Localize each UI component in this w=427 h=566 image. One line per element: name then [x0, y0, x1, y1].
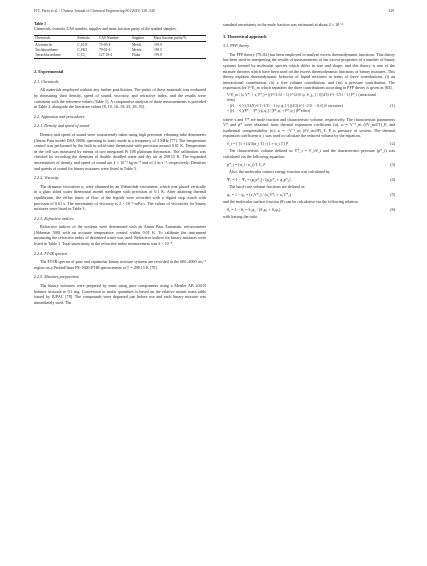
table-cell: C₂H₃N: [77, 42, 88, 47]
paragraph-viscosity: The dynamic viscosities η, were obtained by an Ubbelohde viscometer, which was placed vertically in a glass sided water thermostat model medingen with precision of 0.1 K. After attaining thermal equilibrium, the efflux times of flow of the liquids were recorded with a digital stop watch with precision of 0.01 s. The uncertainty of viscosity is 2 × 10⁻³ mPa·s. The values of viscosities for binary mixtures were listed in Table 3.: [34, 183, 206, 212]
subsection-heading-mixtures: 2.2.5. Mixtures preparation: [34, 274, 80, 280]
table-cell: Tetrachloroethene: [35, 53, 61, 58]
equation-1-line-3: + [(ṽ₁ − ṽ₂)(P*₁ − P*₂) ψ₁ψ₂] / [P*₂ψ₁ + P*₁ψ₂] (P*effect): [227, 109, 311, 114]
table-cell: Fluka: [131, 53, 141, 58]
equation-1-number: (1): [390, 102, 395, 108]
equation-6-number: (6): [390, 206, 395, 212]
paragraph-after-eq5: and the molecular surface fraction (θ) can be calculative via the following relation,: [223, 198, 359, 204]
table-caption-text: Chemicals, formula, CAS number, supplier and mass fraction purity of the studied samples.: [34, 26, 177, 31]
subsection-heading-pfp: 3.1. PFP theory: [223, 43, 250, 49]
chemicals-table: [34, 35, 206, 60]
table-header-cell: Formula: [77, 36, 90, 41]
equation-1-line-2: − [(ṽ₁ − ṽ₂)² ((14/9) ṽ^{−1/3} − 1) ψ₁ψ₂] / [((4/3) ṽ^{−1/3} − 1) ṽ] (ṽ curvature): [227, 103, 343, 108]
section-heading-experimental: 2. Experimental: [34, 69, 64, 75]
subsection-heading-apparatus: 2.2. Apparatus and procedures: [34, 113, 85, 119]
table-cell: 79-01-6: [99, 47, 111, 52]
paragraph-after-eq6: with having the ratio,: [223, 213, 259, 219]
table-cell: Trichloroethene: [35, 47, 58, 52]
paragraph-continued: standard uncertainty in the mole fraction was estimated at about 2 × 10⁻⁴.: [223, 22, 344, 27]
paragraph-density: Density and speed of sound were concurrently taken using high precision vibrating-tube densimeter (Anton Paar model DSA 5000) operating in static mode at a frequency of 3 MHz [77]. The temperature control was performed by the built in solid-state thermostat with precision around 0.01 K. Temperature in the cell was measured by means of two integrated Pt 100 platinum thermostat. The calibration was checked by recording the densities of double distilled water and dry air at 298.15 K. The expanded uncertainties of density and speed of sound are 4 × 10⁻¹ kg·m⁻³ and of 2 m·s⁻¹, respectively. Densities and speeds of sound for binary mixtures were listed in Table 3.: [34, 131, 206, 171]
table-cell: Merck: [131, 42, 142, 47]
table-cell: C₂HCl₃: [77, 47, 89, 52]
subsection-heading-density: 2.2.1. Density and speed of sound: [34, 123, 90, 129]
table-header-cell: Supplier: [131, 36, 145, 41]
subsection-heading-refractive: 2.2.3. Refractive indices: [34, 215, 74, 221]
equation-3-number: (3): [390, 161, 395, 167]
paragraph-mixtures: The binary mixtures were prepared by mass using pure components using a Mettler AB 204-N balance accurate to 0.1 mg. Conversion to molar quantities is based on the relative atomic mass table issued by IUPAC [78]. The compounds were degassed just before use and each binary mixture was immediately used. The: [34, 283, 206, 305]
subsection-heading-viscosity: 2.2.2. Viscosity: [34, 175, 59, 181]
paragraph-after-eq3: Also, the molecular contact energy fraction was calculated by: [229, 168, 330, 174]
table-cell: >99.9: [153, 42, 162, 47]
running-header: [34, 9, 394, 13]
running-title: H.T. Parsa et al. / Chinese Journal of Chemical Engineering 80 (2025) 328–340: [34, 9, 155, 13]
equation-2-number: (2): [390, 140, 395, 146]
right-column: [223, 22, 395, 220]
paragraph-after-eq4: The hard-core volume fractions are defined as: [229, 183, 305, 189]
paragraph-pfp: The PFP theory [79–82] has been employed to analyze excess thermodynamic functions. This theory has been used in interpreting the results of measurements of the excess properties of a number of binary systems formed by molecular species which differ in size and shape, and this theory is one of the mixture theories which have been used on the excess thermodynamic functions of binary mixtures. This theory explains thermodynamic behavior of liquid mixtures in terms of three contributions, (i) an interactional contribution, (ii) a free volume contribution, and (iii) a pressure contribution. The expression for V^E_m which separates the three contributions according to PFP theory is given as [83],: [223, 51, 395, 91]
left-column: [34, 22, 206, 305]
equation-2-body: ṽ_i = [ (1 + (4/3)α_i T) / (1 + α_i T) ]³: [227, 140, 289, 146]
table-cell: Merck: [131, 47, 142, 52]
equation-4-body: Ψ₁ = 1 − Ψ₂ = (φ₁p*₁) / (φ₁p*₁ + φ₂p*₂): [227, 176, 291, 182]
paragraph-refractive: Refractive indices of the systems were determined with an Anton Paar Automatic refractometer (Abbemat 500) with an accurate temperature control within 0.01 K. To calibrate the instrument measuring the refractive index of deionized water was used. Refractive indices for binary mixtures were listed in Table 3. Total uncertainty in the refractive index measurement was 2 × 10⁻⁵.: [34, 224, 206, 247]
equation-6: [223, 207, 395, 212]
equation-2: [223, 141, 395, 146]
paragraph-after-eq2: The characteristic volume defined as V*_i = V_i/ṽ_i and the characteristic pressure (p*_i) was calculated via the following equation:: [223, 148, 395, 159]
paragraph-after-eq1: where x and V* are mole fraction and characteristic volume, respectively. The characteristic parameters V* and p* were obtained from thermal expansion coefficient (α), α = V⁻¹_m (∂V_m/∂T)_P, and isothermal compressibility (κ), κ = −V⁻¹_m (∂V_m/∂P)_T, P is pressure of system. The thermal expansion coefficient α_i was used to calculate the reduced volume by the equation,: [223, 116, 395, 139]
equation-1-line-1: V^E_m / (x₁V*₁ + x₂V*₂) = [(ṽ^{1/3} − 1) ṽ^{2/3} ψ₁ θ₂ χ₁₂] / {[(4/3) ṽ^{−1/3} − 1] P*₁} (intractional term): [227, 92, 377, 103]
equation-3-body: p*_i = (α_i / κ_i) T ṽ_i²: [227, 161, 266, 167]
table-cell: 75-05-8: [99, 42, 111, 47]
equation-4: [223, 177, 395, 182]
table-caption: [34, 22, 206, 32]
table-cell: 127-18-4: [99, 53, 113, 58]
table-label: Table 1: [34, 22, 47, 26]
equation-5: [223, 192, 395, 197]
table-cell: Acetonitrile: [35, 42, 53, 47]
section-heading-theory: 3. Theoretical approach: [223, 33, 267, 39]
equation-4-number: (4): [390, 176, 395, 182]
equation-5-body: φ₁ = 1 − φ₂ = (x₁V*₁) / (x₁V*₁ + x₂V*₂): [227, 191, 291, 197]
equation-3: [223, 162, 395, 167]
table-body: [34, 42, 206, 59]
paragraph-chemicals: All materials employed without any further purification. The purity of these materials was evaluated by measuring their density, speed of sound, viscosity, and refractive index, and the results were consistent with the reference values (Table 1). A comparative analysis of these measurements is provided in Table 2, alongside the literature values [8, 10, 16–18, 25, 29–76].: [34, 87, 206, 110]
equation-1: [223, 93, 395, 115]
subsection-heading-ftir: 2.2.4. FT-IR spectra: [34, 250, 68, 256]
paragraph-ftir: The FT-IR spectra of pure and equimolar binary mixture systems are recorded in the 600–4000 cm⁻¹ region on a PerkinElmer PE-1600-FTIR spectrometer at T = 298.15 K [78].: [34, 259, 206, 270]
table-cell: C₂Cl₄: [77, 53, 86, 58]
page-number: 329: [388, 9, 394, 13]
table-header-cell: CAS Number: [99, 36, 119, 41]
table-cell: >99.0: [153, 53, 162, 58]
subsection-heading-chemicals: 2.1. Chemicals: [34, 78, 59, 84]
table-row: [34, 53, 206, 59]
table-header-cell: Mass fraction purity/%: [153, 36, 187, 41]
table-cell: >99.5: [153, 47, 162, 52]
equation-6-body: θ₁ = 1 − θ₂ = S₁φ₁ / (S₁φ₁ + S₂φ₂): [227, 206, 281, 212]
equation-5-number: (5): [390, 191, 395, 197]
table-header-cell: Chemicals: [35, 36, 51, 41]
